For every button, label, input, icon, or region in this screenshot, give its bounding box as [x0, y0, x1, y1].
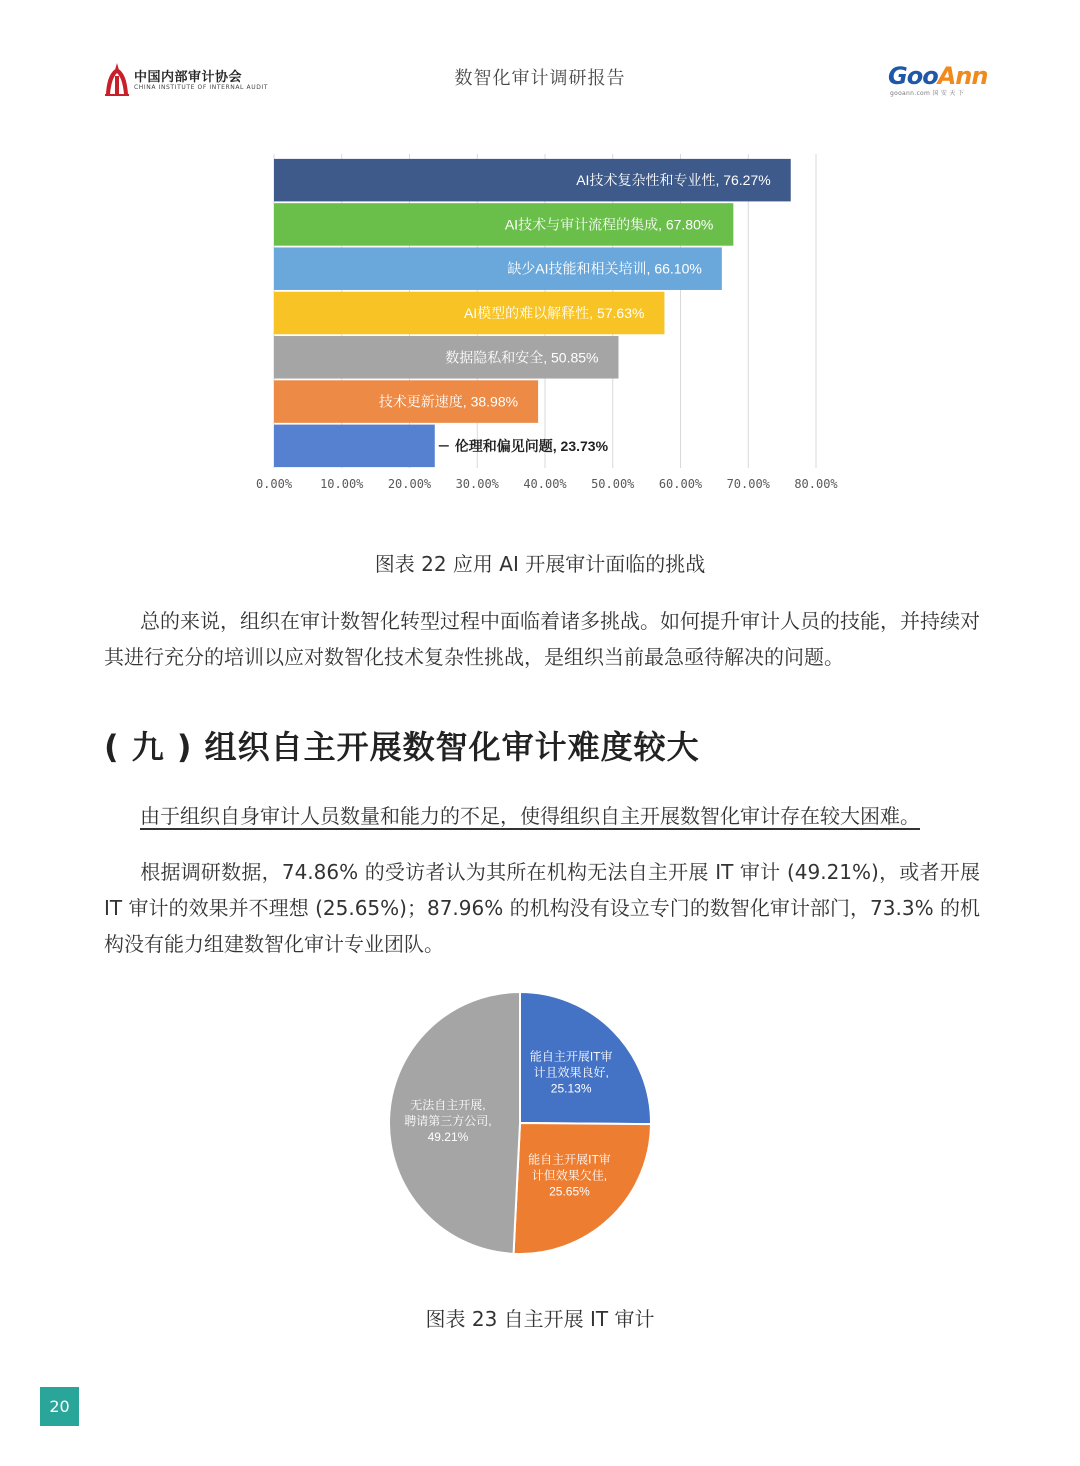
- it-audit-pie-chart: [380, 985, 680, 1265]
- pie-data-label-line: 25.65%: [549, 1184, 590, 1199]
- report-title: 数智化审计调研报告: [454, 68, 626, 89]
- gooann-logo: [888, 62, 988, 97]
- gooann-wordmark: [888, 62, 987, 90]
- figure23-caption: 图表 23 自主开展 IT 审计: [425, 1307, 655, 1331]
- data-label: 技术更新速度, 38.98%: [378, 393, 519, 410]
- page-header: [0, 0, 1080, 110]
- gooann-subtitle: gooann.com 国 安 天 下: [890, 90, 965, 97]
- x-tick-label: 70.00%: [726, 477, 770, 491]
- pie-data-label-line: 25.13%: [550, 1081, 592, 1096]
- x-tick-label: 20.00%: [387, 477, 432, 491]
- paragraph-survey-text: 根据调研数据，74.86% 的受访者认为其所在机构无法自主开展 IT 审计 (49.21%)，或者开展 IT 审计的效果并不理想 (25.65%)；87.96% 的机构没有设立专门的数智化审计部门，73.3% 的机构没有能力组建数智化审计专业团队。: [104, 860, 980, 956]
- data-label: AI模型的难以解释性, 57.63%: [463, 305, 645, 321]
- gooann-wordmark-part1: Goo: [888, 62, 938, 90]
- key-point-text: 由于组织自身审计人员数量和能力的不足，使得组织自主开展数智化审计存在较大困难。: [140, 804, 920, 828]
- data-label: AI技术复杂性和专业性, 76.27%: [576, 172, 771, 189]
- data-label: 伦理和偏见问题, 23.73%: [454, 437, 609, 454]
- key-point: [104, 798, 980, 834]
- paragraph-survey: [104, 854, 980, 962]
- x-tick-label: 40.00%: [523, 477, 567, 491]
- bar: [274, 425, 435, 468]
- data-label: 缺少AI技能和相关培训, 66.10%: [507, 260, 702, 277]
- x-tick-label: 80.00%: [794, 477, 838, 491]
- gooann-wordmark-part2: Ann: [937, 62, 988, 90]
- pie-data-label-line: 49.21%: [427, 1130, 469, 1145]
- x-tick-label: 0.00%: [255, 477, 293, 491]
- figure22-caption: 图表 22 应用 AI 开展审计面临的挑战: [374, 552, 706, 576]
- ciia-name-cn: 中国内部审计协会: [134, 70, 243, 85]
- x-tick-label: 30.00%: [455, 477, 499, 491]
- pie-data-label-line: 无法自主开展,: [410, 1098, 486, 1113]
- pie-data-label-line: 能自主开展IT审: [529, 1049, 613, 1064]
- x-tick-label: 50.00%: [591, 477, 635, 491]
- section-heading: ( 九 ) 组织自主开展数智化审计难度较大: [104, 728, 700, 766]
- pie-data-label-line: 聘请第三方公司,: [404, 1114, 492, 1129]
- pie-data-label-line: 计且效果良好,: [533, 1065, 609, 1080]
- challenges-bar-chart: [240, 150, 860, 500]
- paragraph-summary-text: 总的来说，组织在审计数智化转型过程中面临着诸多挑战。如何提升审计人员的技能，并持续对其进行充分的培训以应对数智化技术复杂性挑战，是组织当前最急亟待解决的问题。: [104, 609, 980, 669]
- data-label: AI技术与审计流程的集成, 67.80%: [504, 216, 714, 233]
- pie-data-label-line: 能自主开展IT审: [528, 1152, 611, 1167]
- page-number: 20: [40, 1387, 79, 1426]
- data-label: 数据隐私和安全, 50.85%: [445, 349, 599, 366]
- x-tick-label: 60.00%: [658, 477, 703, 491]
- ciia-name-en: CHINA INSTITUTE OF INTERNAL AUDIT: [134, 84, 269, 91]
- pie-data-label-line: 计但效果欠佳,: [531, 1168, 608, 1183]
- x-tick-label: 10.00%: [320, 477, 364, 491]
- paragraph-summary: [104, 603, 980, 675]
